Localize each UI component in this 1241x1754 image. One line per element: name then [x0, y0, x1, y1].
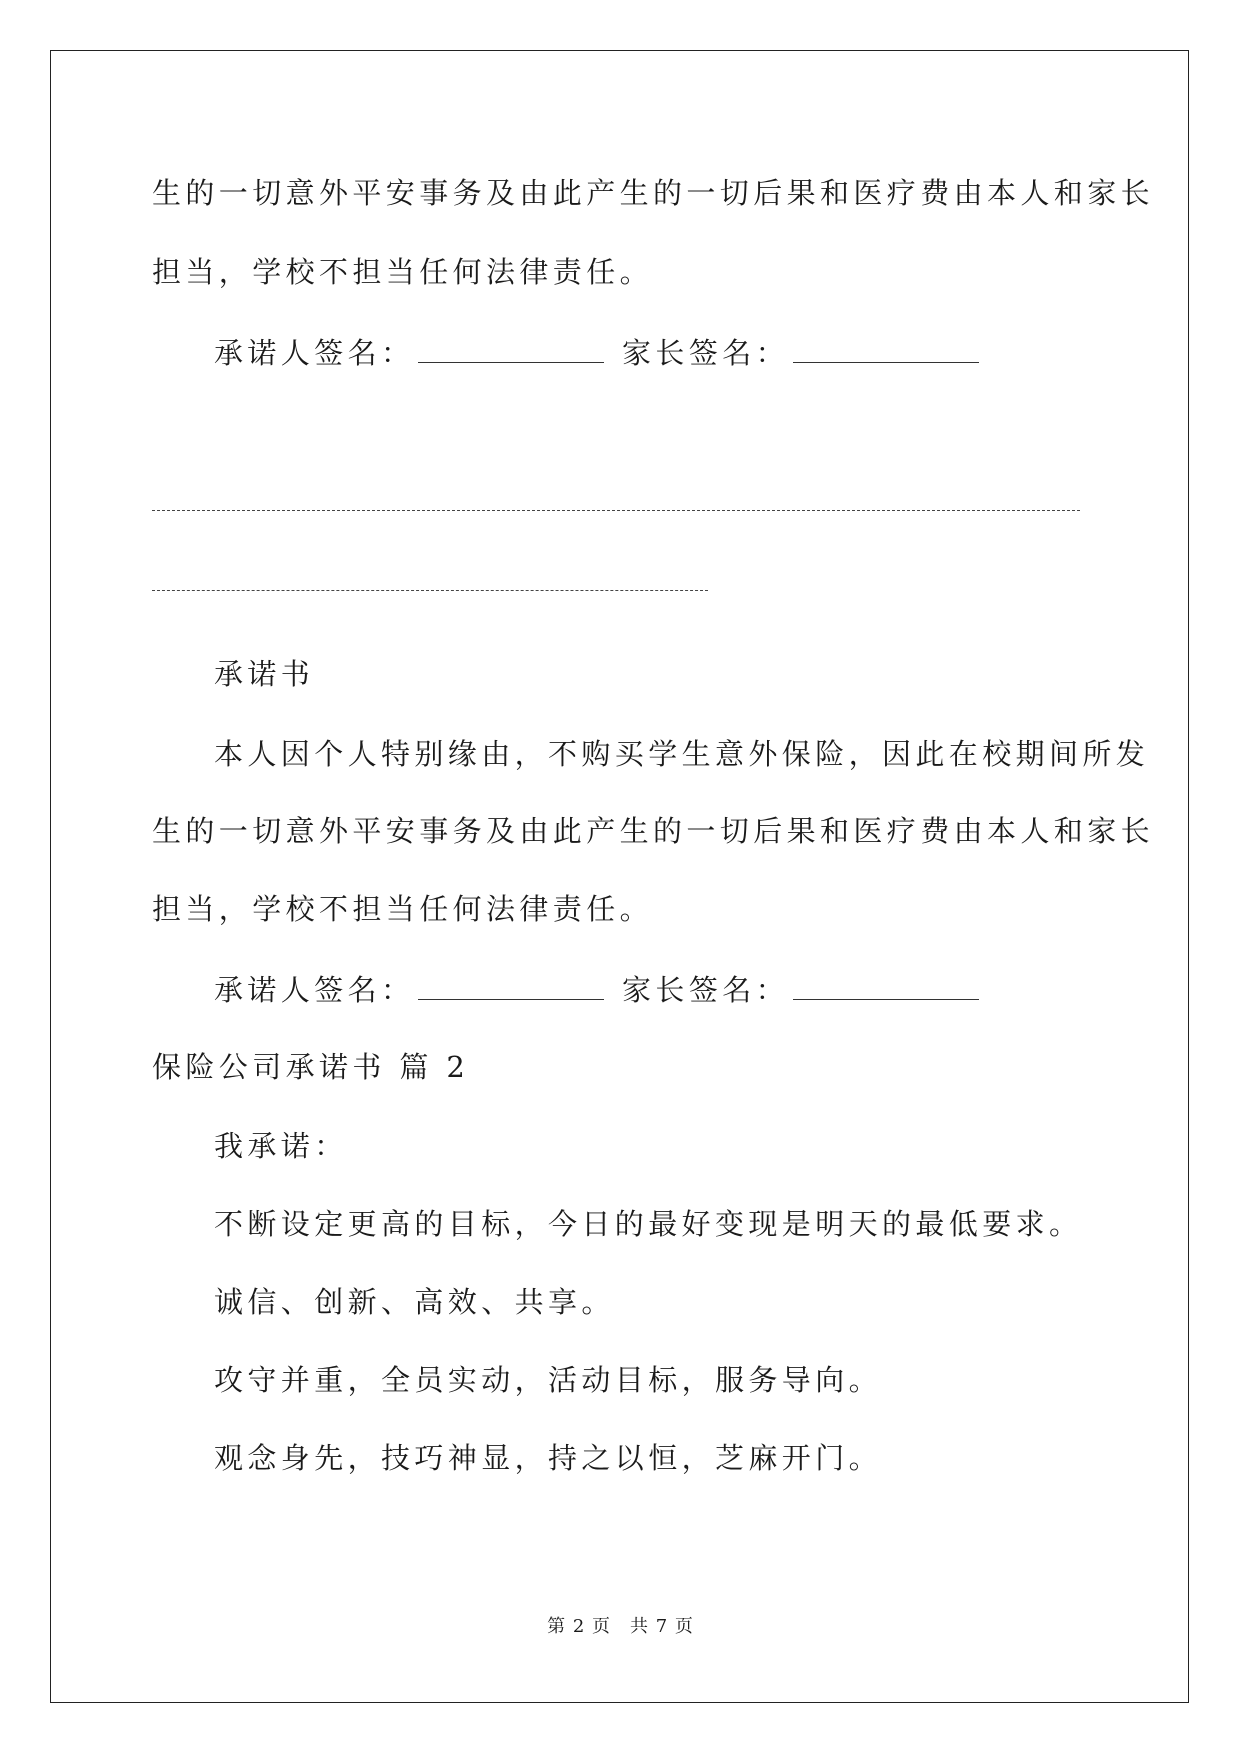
separator-dashed-line [152, 590, 708, 591]
parent-signature-label: 家长签名： [622, 336, 790, 370]
parent-signature-label: 家长签名： [622, 973, 790, 1007]
signature-row [214, 973, 983, 1007]
page-footer: 第 2 页 共 7 页 [547, 1616, 694, 1637]
promisor-signature-blank[interactable] [418, 997, 604, 1000]
pledge-item: 观念身先，技巧神显，持之以恒，芝麻开门。 [214, 1441, 883, 1475]
pledge-item: 攻守并重，全员实动，活动目标，服务导向。 [214, 1363, 883, 1397]
promisor-signature-label: 承诺人签名： [214, 973, 415, 1007]
pledge-item: 不断设定更高的目标，今日的最好变现是明天的最低要求。 [214, 1207, 1083, 1241]
section-title: 保险公司承诺书 篇 2 [152, 1050, 470, 1084]
promisor-signature-blank[interactable] [418, 360, 604, 363]
paragraph-line: 担当，学校不担当任何法律责任。 [152, 255, 654, 289]
pledge-item: 诚信、创新、高效、共享。 [214, 1285, 615, 1319]
paragraph-line: 生的一切意外平安事务及由此产生的一切后果和医疗费由本人和家长 [152, 176, 1155, 210]
section-heading: 承诺书 [214, 657, 315, 691]
promisor-signature-label: 承诺人签名： [214, 336, 415, 370]
parent-signature-blank[interactable] [793, 360, 979, 363]
pledge-intro: 我承诺： [214, 1129, 348, 1163]
paragraph-line: 本人因个人特别缘由，不购买学生意外保险，因此在校期间所发 [214, 737, 1150, 771]
separator-dashed-line [152, 510, 1080, 511]
signature-row [214, 336, 983, 370]
paragraph-line: 担当，学校不担当任何法律责任。 [152, 892, 654, 926]
parent-signature-blank[interactable] [793, 997, 979, 1000]
paragraph-line: 生的一切意外平安事务及由此产生的一切后果和医疗费由本人和家长 [152, 814, 1155, 848]
